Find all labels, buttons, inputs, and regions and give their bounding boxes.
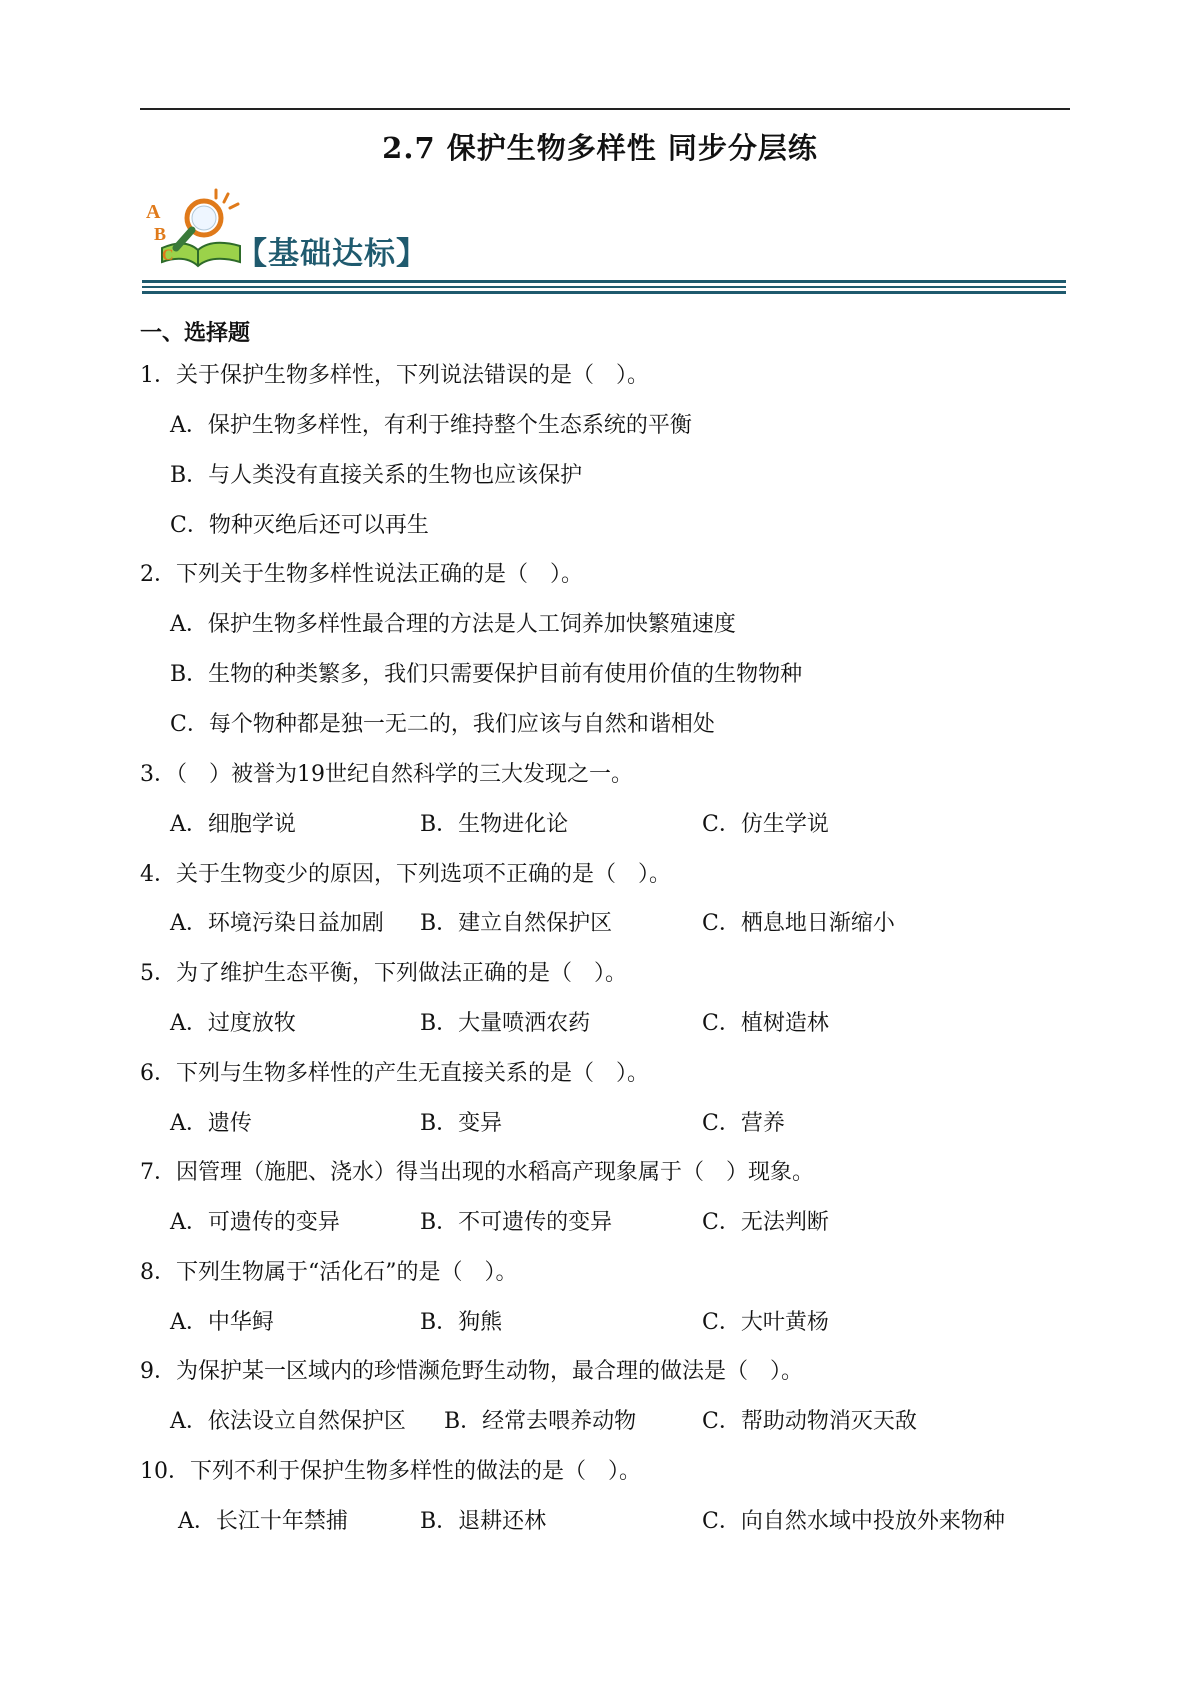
- logo-letter-b: B: [154, 224, 167, 244]
- question-4-option-c[interactable]: C．栖息地日渐缩小: [702, 911, 895, 936]
- question-10-option-c[interactable]: C．向自然水域中投放外来物种: [702, 1509, 1005, 1534]
- question-8-option-a[interactable]: A．中华鲟: [170, 1310, 274, 1335]
- question-7-option-a[interactable]: A．可遗传的变异: [170, 1210, 340, 1235]
- question-3-option-c[interactable]: C．仿生学说: [702, 812, 829, 837]
- question-10-option-b[interactable]: B．退耕还林: [420, 1509, 547, 1534]
- banner-rules: [142, 280, 1066, 297]
- page-title: 2.7 保护生物多样性 同步分层练: [382, 131, 818, 165]
- question-6: 6．下列与生物多样性的产生无直接关系的是（ ）。: [140, 1061, 649, 1086]
- question-4-option-b[interactable]: B．建立自然保护区: [420, 911, 613, 936]
- section-heading: 一、选择题: [140, 320, 251, 346]
- question-2-option-b[interactable]: B．生物的种类繁多，我们只需要保护目前有使用价值的生物物种: [170, 662, 803, 687]
- question-1-option-b[interactable]: B．与人类没有直接关系的生物也应该保护: [170, 463, 583, 488]
- question-5: 5．为了维护生态平衡，下列做法正确的是（ ）。: [140, 961, 627, 986]
- question-7: 7．因管理（施肥、浇水）得当出现的水稻高产现象属于（ ）现象。: [140, 1160, 814, 1185]
- question-4: 4．关于生物变少的原因，下列选项不正确的是（ ）。: [140, 862, 671, 887]
- question-9-option-b[interactable]: B．经常去喂养动物: [444, 1409, 637, 1434]
- section-banner: [140, 188, 1070, 300]
- question-5-option-c[interactable]: C．植树造林: [702, 1011, 829, 1036]
- question-1: 1．关于保护生物多样性，下列说法错误的是（ ）。: [140, 363, 649, 388]
- logo-letter-c: C: [162, 247, 174, 264]
- question-8: 8．下列生物属于“活化石”的是（ ）。: [140, 1260, 518, 1285]
- question-9: 9．为保护某一区域内的珍惜濒危野生动物，最合理的做法是（ ）。: [140, 1359, 803, 1384]
- question-3: 3．（ ）被誉为19世纪自然科学的三大发现之一。: [140, 762, 633, 787]
- question-9-option-a[interactable]: A．依法设立自然保护区: [170, 1409, 406, 1434]
- question-7-option-b[interactable]: B．不可遗传的变异: [420, 1210, 613, 1235]
- question-2-option-c[interactable]: C．每个物种都是独一无二的，我们应该与自然和谐相处: [170, 712, 715, 737]
- question-10-option-a[interactable]: A．长江十年禁捕: [178, 1509, 348, 1534]
- question-8-option-c[interactable]: C．大叶黄杨: [702, 1310, 829, 1335]
- question-6-option-a[interactable]: A．遗传: [170, 1111, 252, 1136]
- magnifier-book-icon: [140, 188, 250, 278]
- question-1-option-a[interactable]: A．保护生物多样性，有利于维持整个生态系统的平衡: [170, 413, 692, 438]
- question-6-option-c[interactable]: C．营养: [702, 1111, 785, 1136]
- question-5-option-b[interactable]: B．大量喷洒农药: [420, 1011, 591, 1036]
- question-2-option-a[interactable]: A．保护生物多样性最合理的方法是人工饲养加快繁殖速度: [170, 612, 736, 637]
- banner-label: 【基础达标】: [236, 236, 428, 272]
- question-2: 2．下列关于生物多样性说法正确的是（ ）。: [140, 562, 583, 587]
- header-rule: [140, 108, 1070, 110]
- question-6-option-b[interactable]: B．变异: [420, 1111, 503, 1136]
- question-8-option-b[interactable]: B．狗熊: [420, 1310, 503, 1335]
- question-7-option-c[interactable]: C．无法判断: [702, 1210, 829, 1235]
- question-9-option-c[interactable]: C．帮助动物消灭天敌: [702, 1409, 917, 1434]
- logo-letter-a: A: [146, 201, 161, 223]
- question-4-option-a[interactable]: A．环境污染日益加剧: [170, 911, 384, 936]
- question-3-option-a[interactable]: A．细胞学说: [170, 812, 296, 837]
- question-5-option-a[interactable]: A．过度放牧: [170, 1011, 296, 1036]
- question-3-option-b[interactable]: B．生物进化论: [420, 812, 569, 837]
- question-1-option-c[interactable]: C．物种灭绝后还可以再生: [170, 513, 429, 538]
- question-10: 10．下列不利于保护生物多样性的做法的是（ ）。: [140, 1459, 641, 1484]
